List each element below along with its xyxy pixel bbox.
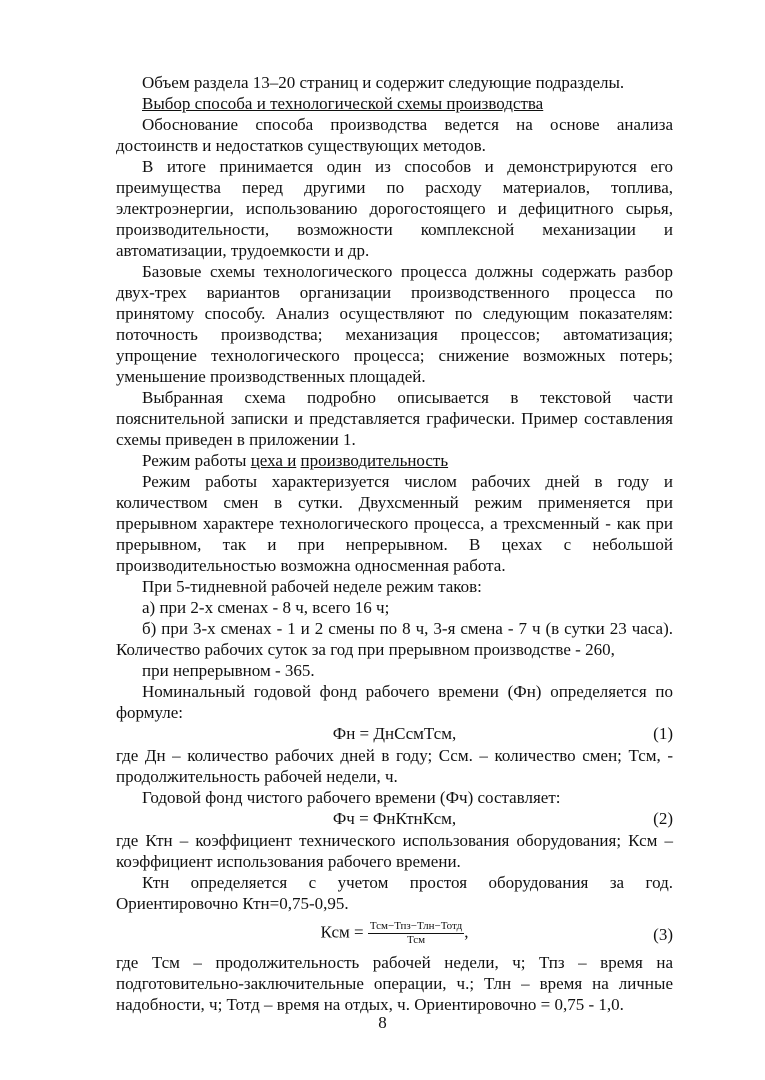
formula-3-row — [116, 914, 673, 952]
paragraph-base-schemes: Базовые схемы технологического процесса должны содержать разбор двух-трех вариантов организации производственного процесса по принятому способу. Анализ осуществляют по следующим показателям: поточность производства; механизация процессов; автоматизация; упрощение технологического процесса; снижение возможных потерь; уменьшение производственных площадей. — [116, 262, 673, 386]
paragraph-result: В итоге принимается один из способов и демонстрируются его преимущества перед другими по расходу материалов, топлива, электроэнергии, использованию дорогостоящего и дефицитного сырья, производительности, возможности комплексной механизации и автоматизации, трудоемкости и др. — [116, 157, 673, 260]
paragraph-nominal-fund: Номинальный годовой фонд рабочего времени (Фн) определяется по формуле: — [116, 682, 673, 722]
paragraph-justification: Обоснование способа производства ведется на основе анализа достоинств и недостатков существующих методов. — [116, 115, 673, 155]
item-a: а) при 2-х сменах - 8 ч, всего 16 ч; — [142, 598, 390, 617]
equation-number-1: (1) — [653, 724, 673, 743]
formula-3-lhs: Ксм = — [320, 922, 364, 942]
equation-number-2: (2) — [653, 809, 673, 828]
mode-heading-link-productivity[interactable]: производительность — [300, 451, 449, 470]
paragraph-selected-scheme: Выбранная схема подробно описывается в текстовой части пояснительной записки и представляется графически. Пример составления схемы приведен в приложении 1. — [116, 388, 673, 449]
formula-1-row — [116, 723, 673, 745]
paragraph-where-2: где Ктн – коэффициент технического использования оборудования; Ксм – коэффициент использования рабочего времени. — [116, 831, 673, 871]
body-text — [116, 72, 673, 1015]
formula-1: Фн = ДнСсмТсм, — [332, 724, 457, 743]
page-number: 8 — [378, 1013, 387, 1032]
formula-3: Ксм = $\frac{\text{Тсм−Тпз−Тлн−Тотд}}{\text{Тсм}}$ , — [320, 920, 469, 946]
section-heading-choice: Выбор способа и технологической схемы производства — [142, 94, 544, 113]
paragraph-net-fund: Годовой фонд чистого рабочего времени (Фч) составляет: — [142, 788, 561, 807]
equation-number-3: (3) — [653, 925, 673, 944]
item-continuous: при непрерывном - 365. — [142, 661, 315, 680]
formula-3-denominator: Тсм — [406, 934, 426, 946]
paragraph-five-day-week: При 5-тидневной рабочей неделе режим таков: — [142, 577, 482, 596]
paragraph-work-mode: Режим работы характеризуется числом рабочих дней в году и количеством смен в сутки. Двухсменный режим применяется при прерывном характере технологического процесса, а трехсменный - как при прерывном, так и при непрерывном. В цехах с небольшой производительностью возможна односменная работа. — [116, 472, 673, 575]
paragraph-where-3: где Тсм – продолжительность рабочей недели, ч; Тпз – время на подготовительно-заключительные операции, ч.; Тлн – время на личные надобности, ч; Тотд – время на отдых, ч. Ориентировочно = 0,75 - 1,0. — [116, 953, 673, 1014]
intro-paragraph: Объем раздела 13–20 страниц и содержит следующие подразделы. — [142, 73, 625, 92]
formula-3-fraction — [368, 920, 464, 947]
item-b: б) при 3-х сменах - 1 и 2 смены по 8 ч, 3-я смена - 7 ч (в сутки 23 часа). Количество рабочих суток за год при прерывном производстве - 260, — [116, 619, 673, 659]
paragraph-where-1: где Дн – количество рабочих дней в году; Ссм. – количество смен; Тсм, - продолжительность рабочей недели, ч. — [116, 746, 673, 786]
mode-heading-link-shop[interactable]: цеха и — [250, 451, 297, 470]
paragraph-ktn: Ктн определяется с учетом простоя оборудования за год. Ориентировочно Ктн=0,75-0,95. — [116, 873, 673, 913]
formula-2: Фч = ФнКтнКсм, — [332, 809, 457, 828]
formula-3-numerator: Тсм−Тпз−Тлн−Тотд — [369, 920, 463, 932]
section-heading-mode — [116, 450, 673, 471]
formula-2-row — [116, 808, 673, 830]
mode-heading-prefix: Режим работы — [142, 451, 251, 470]
